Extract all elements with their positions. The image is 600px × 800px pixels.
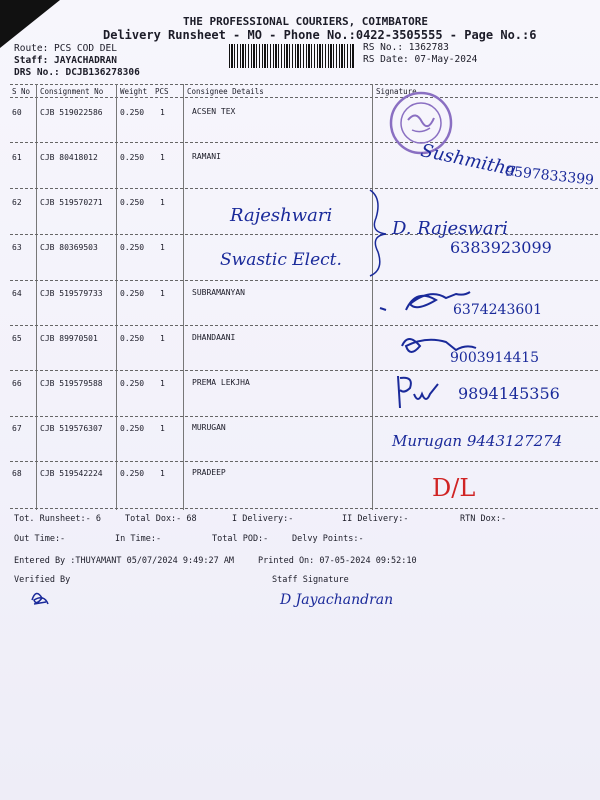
scan-corner-shadow (0, 0, 60, 48)
verifier-initials-scribble (28, 588, 52, 608)
handwritten-phone: 6383923099 (450, 238, 552, 257)
handwritten-consignee: Swastic Elect. (220, 250, 342, 270)
row-pcs: 1 (160, 379, 165, 388)
company-name: THE PROFESSIONAL COURIERS, COIMBATORE (183, 15, 429, 28)
row-consignee: RAMANI (192, 152, 221, 161)
row-rule (10, 461, 598, 462)
drs-number: DRS No.: DCJB136278306 (14, 67, 140, 78)
row-pcs: 1 (160, 243, 165, 252)
runsheet-title: Delivery Runsheet - MO - Phone No.:0422-3505555 - Page No.:6 (103, 28, 537, 42)
row-pcs: 1 (160, 469, 165, 478)
row-consignment: CJB 89970501 (40, 334, 98, 343)
total-pod: Total POD:- (212, 534, 269, 544)
row-pcs: 1 (160, 334, 165, 343)
verified-by-label: Verified By (14, 575, 71, 585)
rs-number: RS No.: 1362783 (363, 42, 449, 53)
row-weight: 0.250 (120, 424, 145, 433)
row-consignee: SUBRAMANYAN (192, 288, 245, 297)
staff-text: Staff: JAYACHADRAN (14, 55, 117, 66)
handwritten-phone: 6374243601 (453, 302, 543, 318)
barcode (229, 44, 354, 68)
rs-date: RS Date: 07-May-2024 (363, 54, 478, 65)
row-pcs: 1 (160, 108, 165, 117)
in-time: In Time:- (115, 534, 162, 544)
row-rule (10, 280, 598, 281)
delvy-points: Delvy Points:- (292, 534, 364, 544)
row-consignee: PREMA LEKJHA (192, 378, 250, 387)
row-sno: 68 (12, 469, 22, 478)
row-sno: 64 (12, 289, 22, 298)
col-divider (372, 84, 373, 510)
out-time: Out Time:- (14, 534, 66, 544)
col-divider (116, 84, 117, 510)
handwritten-signature: Murugan 9443127274 (392, 432, 563, 450)
row-weight: 0.250 (120, 243, 145, 252)
staff-signature: D Jayachandran (280, 592, 394, 608)
row-weight: 0.250 (120, 153, 145, 162)
row-consignment: CJB 80369503 (40, 243, 98, 252)
col-header-consignment: Consignment No (40, 87, 104, 96)
rtn-dox: RTN Dox:- (460, 514, 507, 524)
route-text: Route: PCS COD DEL (14, 43, 117, 54)
signature-scribble (392, 372, 442, 412)
row-pcs: 1 (160, 424, 165, 433)
row-pcs: 1 (160, 289, 165, 298)
col-divider (36, 84, 37, 510)
handwritten-signature: Sushmitha (418, 140, 519, 181)
row-consignee: DHANDAANI (192, 333, 236, 342)
row-rule (10, 325, 598, 326)
handwritten-signature: D. Rajeswari (392, 218, 508, 239)
row-weight: 0.250 (120, 379, 145, 388)
ii-delivery: II Delivery:- (342, 514, 409, 524)
row-rule (10, 370, 598, 371)
printed-on: Printed On: 07-05-2024 09:52:10 (258, 556, 417, 566)
col-header-pcs: PCS (155, 87, 169, 96)
row-sno: 63 (12, 243, 22, 252)
handwritten-consignee: Rajeshwari (230, 205, 333, 226)
row-consignee: MURUGAN (192, 423, 226, 432)
row-consignment: CJB 519022586 (40, 108, 103, 117)
row-rule (10, 188, 598, 189)
row-consignment: CJB 519542224 (40, 469, 103, 478)
row-consignment: CJB 519570271 (40, 198, 103, 207)
row-consignment: CJB 519579733 (40, 289, 103, 298)
row-weight: 0.250 (120, 469, 145, 478)
handwritten-phone: 9894145356 (458, 384, 560, 403)
col-header-signature: Signature (376, 87, 417, 96)
col-header-weight: Weight (120, 87, 148, 96)
col-header-sno: S No (12, 87, 31, 96)
table-bottom-rule (10, 508, 598, 509)
row-consignee: ACSEN TEX (192, 107, 236, 116)
handwritten-phone: 9003914415 (450, 350, 540, 366)
col-header-consignee: Consignee Details (187, 87, 264, 96)
row-weight: 0.250 (120, 289, 145, 298)
entered-by: Entered By :THUYAMANT 05/07/2024 9:49:27 AM (14, 556, 235, 566)
staff-signature-label: Staff Signature (272, 575, 349, 585)
row-pcs: 1 (160, 153, 165, 162)
curly-brace-mark (362, 188, 392, 278)
row-consignment: CJB 80418012 (40, 153, 98, 162)
i-delivery: I Delivery:- (232, 514, 294, 524)
row-sno: 62 (12, 198, 22, 207)
row-sno: 60 (12, 108, 22, 117)
col-divider (183, 84, 184, 510)
row-consignee: PRADEEP (192, 468, 226, 477)
row-sno: 61 (12, 153, 22, 162)
header-rule (10, 97, 598, 98)
row-sno: 67 (12, 424, 22, 433)
row-rule (10, 142, 598, 143)
handwritten-phone: 9597833399 (504, 163, 595, 189)
total-dox: Total Dox:- 68 (125, 514, 197, 524)
row-rule (10, 234, 598, 235)
tot-runsheet: Tot. Runsheet:- 6 (14, 514, 101, 524)
row-pcs: 1 (160, 198, 165, 207)
row-weight: 0.250 (120, 198, 145, 207)
row-rule (10, 416, 598, 417)
row-sno: 66 (12, 379, 22, 388)
row-consignment: CJB 519579588 (40, 379, 103, 388)
row-sno: 65 (12, 334, 22, 343)
handwritten-dl-mark: D/L (432, 474, 476, 502)
table-top-rule (10, 84, 598, 85)
row-weight: 0.250 (120, 108, 145, 117)
row-weight: 0.250 (120, 334, 145, 343)
row-consignment: CJB 519576307 (40, 424, 103, 433)
